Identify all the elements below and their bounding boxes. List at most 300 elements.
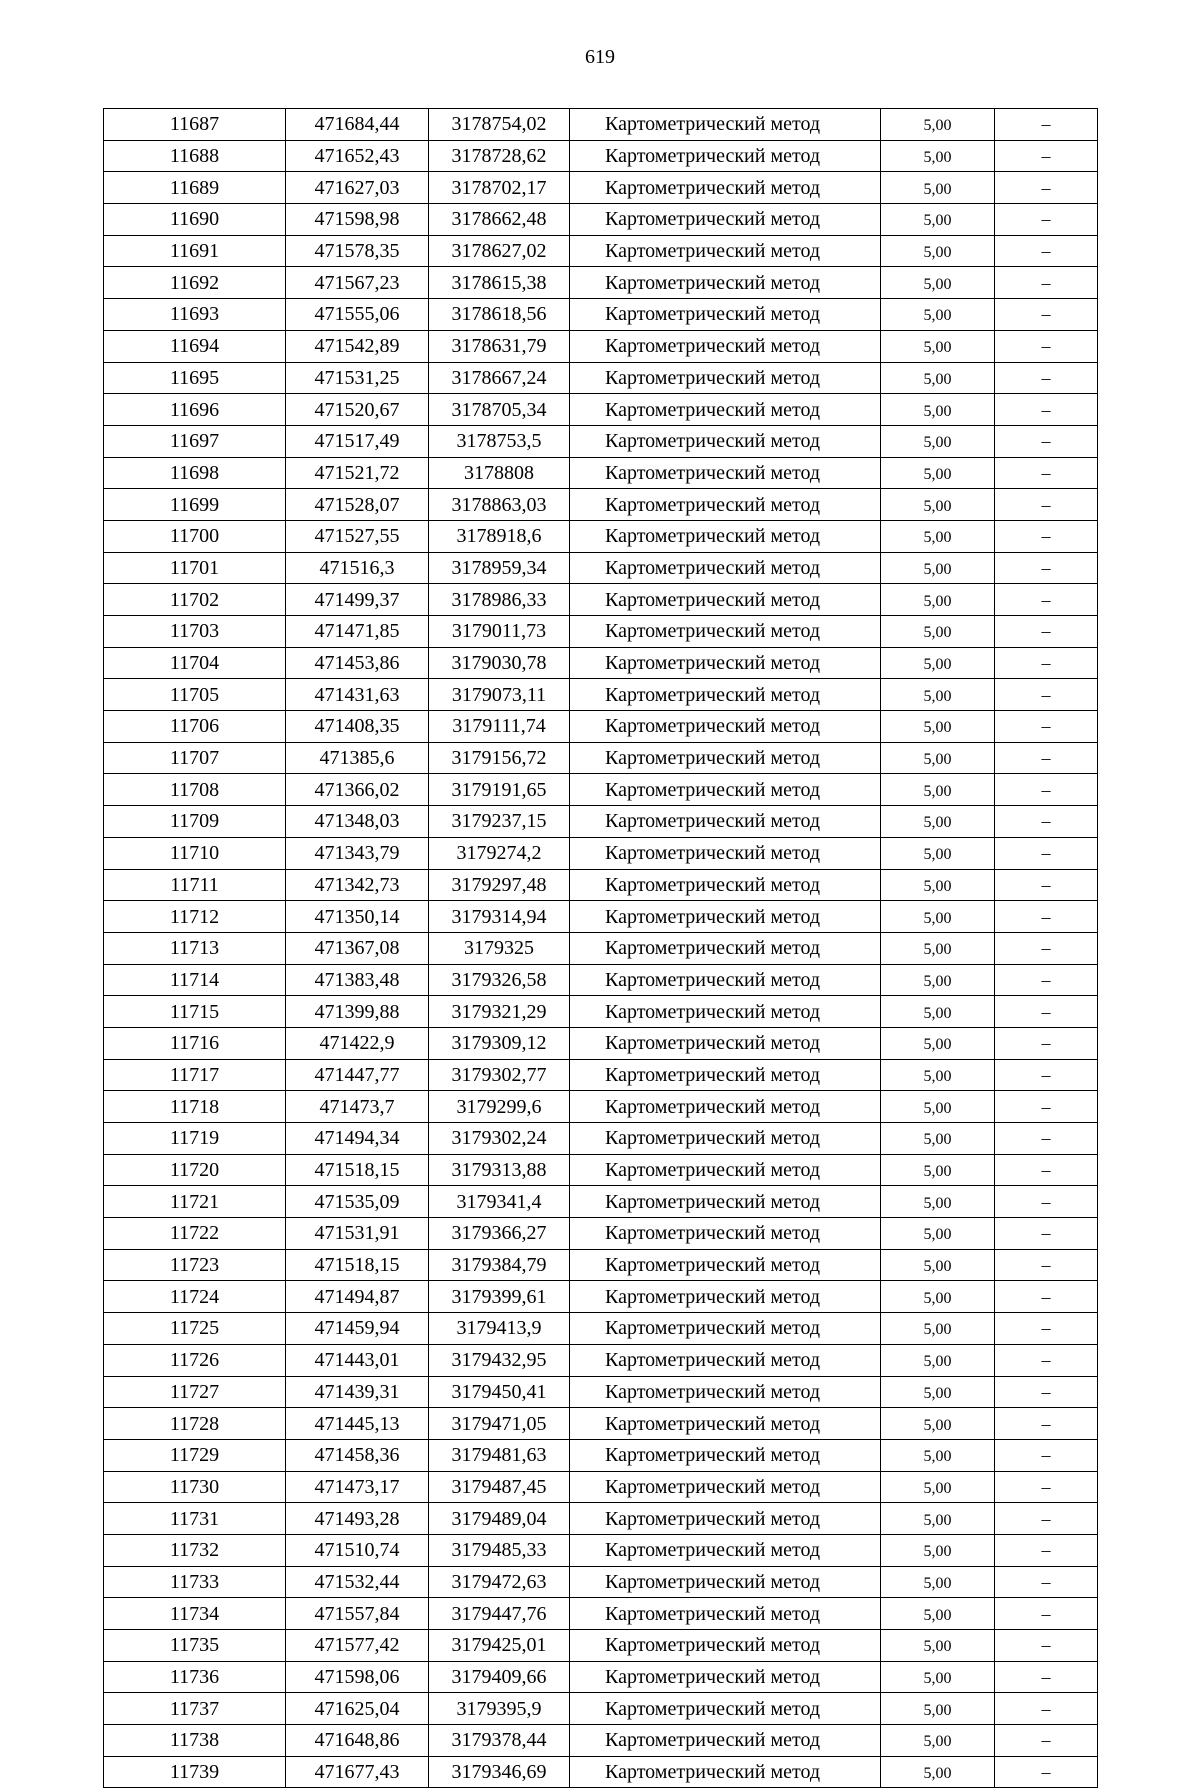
note-cell: –	[995, 901, 1098, 933]
y-coordinate-cell: 3178631,79	[429, 330, 570, 362]
point-number-cell: 11689	[104, 172, 286, 204]
point-number-cell: 11739	[104, 1756, 286, 1788]
accuracy-cell: 5,00	[881, 901, 995, 933]
note-cell: –	[995, 1534, 1098, 1566]
table-row	[104, 647, 1098, 679]
accuracy-cell: 5,00	[881, 806, 995, 838]
accuracy-cell: 5,00	[881, 235, 995, 267]
point-number-cell: 11725	[104, 1313, 286, 1345]
note-cell: –	[995, 647, 1098, 679]
point-number-cell: 11731	[104, 1503, 286, 1535]
table-row	[104, 964, 1098, 996]
y-coordinate-cell: 3178618,56	[429, 299, 570, 331]
table-row	[104, 806, 1098, 838]
method-cell: Картометрический метод	[570, 1123, 881, 1155]
table-row	[104, 742, 1098, 774]
accuracy-cell: 5,00	[881, 1439, 995, 1471]
accuracy-cell: 5,00	[881, 711, 995, 743]
method-cell: Картометрический метод	[570, 1439, 881, 1471]
y-coordinate-cell: 3179030,78	[429, 647, 570, 679]
point-number-cell: 11733	[104, 1566, 286, 1598]
y-coordinate-cell: 3179432,95	[429, 1344, 570, 1376]
note-cell: –	[995, 964, 1098, 996]
note-cell: –	[995, 520, 1098, 552]
point-number-cell: 11705	[104, 679, 286, 711]
y-coordinate-cell: 3178627,02	[429, 235, 570, 267]
y-coordinate-cell: 3179297,48	[429, 869, 570, 901]
table-row	[104, 1027, 1098, 1059]
y-coordinate-cell: 3179395,9	[429, 1693, 570, 1725]
point-number-cell: 11732	[104, 1534, 286, 1566]
method-cell: Картометрический метод	[570, 362, 881, 394]
table-row	[104, 267, 1098, 299]
note-cell: –	[995, 679, 1098, 711]
note-cell: –	[995, 1091, 1098, 1123]
method-cell: Картометрический метод	[570, 172, 881, 204]
y-coordinate-cell: 3179425,01	[429, 1630, 570, 1662]
table-row	[104, 330, 1098, 362]
method-cell: Картометрический метод	[570, 1344, 881, 1376]
point-number-cell: 11711	[104, 869, 286, 901]
point-number-cell: 11723	[104, 1249, 286, 1281]
note-cell: –	[995, 837, 1098, 869]
accuracy-cell: 5,00	[881, 774, 995, 806]
accuracy-cell: 5,00	[881, 1059, 995, 1091]
accuracy-cell: 5,00	[881, 1471, 995, 1503]
point-number-cell: 11737	[104, 1693, 286, 1725]
point-number-cell: 11701	[104, 552, 286, 584]
table-row	[104, 1059, 1098, 1091]
note-cell: –	[995, 140, 1098, 172]
note-cell: –	[995, 204, 1098, 236]
method-cell: Картометрический метод	[570, 742, 881, 774]
table-row	[104, 711, 1098, 743]
point-number-cell: 11708	[104, 774, 286, 806]
note-cell: –	[995, 1059, 1098, 1091]
accuracy-cell: 5,00	[881, 267, 995, 299]
x-coordinate-cell: 471348,03	[286, 806, 429, 838]
x-coordinate-cell: 471422,9	[286, 1027, 429, 1059]
x-coordinate-cell: 471517,49	[286, 425, 429, 457]
note-cell: –	[995, 394, 1098, 426]
table-row	[104, 996, 1098, 1028]
y-coordinate-cell: 3179489,04	[429, 1503, 570, 1535]
y-coordinate-cell: 3179384,79	[429, 1249, 570, 1281]
note-cell: –	[995, 1376, 1098, 1408]
x-coordinate-cell: 471577,42	[286, 1630, 429, 1662]
method-cell: Картометрический метод	[570, 1566, 881, 1598]
note-cell: –	[995, 869, 1098, 901]
y-coordinate-cell: 3178615,38	[429, 267, 570, 299]
accuracy-cell: 5,00	[881, 1313, 995, 1345]
note-cell: –	[995, 267, 1098, 299]
table-row	[104, 679, 1098, 711]
x-coordinate-cell: 471520,67	[286, 394, 429, 426]
table-row	[104, 869, 1098, 901]
accuracy-cell: 5,00	[881, 1027, 995, 1059]
point-number-cell: 11730	[104, 1471, 286, 1503]
point-number-cell: 11704	[104, 647, 286, 679]
y-coordinate-cell: 3179274,2	[429, 837, 570, 869]
point-number-cell: 11710	[104, 837, 286, 869]
note-cell: –	[995, 1249, 1098, 1281]
accuracy-cell: 5,00	[881, 1249, 995, 1281]
accuracy-cell: 5,00	[881, 1756, 995, 1788]
method-cell: Картометрический метод	[570, 869, 881, 901]
method-cell: Картометрический метод	[570, 616, 881, 648]
accuracy-cell: 5,00	[881, 616, 995, 648]
accuracy-cell: 5,00	[881, 584, 995, 616]
method-cell: Картометрический метод	[570, 1059, 881, 1091]
table-row	[104, 837, 1098, 869]
y-coordinate-cell: 3178753,5	[429, 425, 570, 457]
method-cell: Картометрический метод	[570, 584, 881, 616]
x-coordinate-cell: 471684,44	[286, 109, 429, 141]
point-number-cell: 11706	[104, 711, 286, 743]
table-row	[104, 299, 1098, 331]
x-coordinate-cell: 471532,44	[286, 1566, 429, 1598]
x-coordinate-cell: 471528,07	[286, 489, 429, 521]
y-coordinate-cell: 3179346,69	[429, 1756, 570, 1788]
y-coordinate-cell: 3179378,44	[429, 1725, 570, 1757]
x-coordinate-cell: 471431,63	[286, 679, 429, 711]
y-coordinate-cell: 3179366,27	[429, 1218, 570, 1250]
table-row	[104, 394, 1098, 426]
table-row	[104, 1249, 1098, 1281]
point-number-cell: 11721	[104, 1186, 286, 1218]
y-coordinate-cell: 3178918,6	[429, 520, 570, 552]
y-coordinate-cell: 3179487,45	[429, 1471, 570, 1503]
accuracy-cell: 5,00	[881, 109, 995, 141]
table-row	[104, 520, 1098, 552]
point-number-cell: 11696	[104, 394, 286, 426]
note-cell: –	[995, 299, 1098, 331]
y-coordinate-cell: 3179341,4	[429, 1186, 570, 1218]
note-cell: –	[995, 1566, 1098, 1598]
table-row	[104, 1630, 1098, 1662]
table-row	[104, 616, 1098, 648]
x-coordinate-cell: 471471,85	[286, 616, 429, 648]
table-row	[104, 1186, 1098, 1218]
accuracy-cell: 5,00	[881, 425, 995, 457]
point-number-cell: 11688	[104, 140, 286, 172]
y-coordinate-cell: 3178808	[429, 457, 570, 489]
accuracy-cell: 5,00	[881, 1376, 995, 1408]
x-coordinate-cell: 471459,94	[286, 1313, 429, 1345]
point-number-cell: 11699	[104, 489, 286, 521]
method-cell: Картометрический метод	[570, 711, 881, 743]
accuracy-cell: 5,00	[881, 1725, 995, 1757]
point-number-cell: 11722	[104, 1218, 286, 1250]
table-row	[104, 584, 1098, 616]
point-number-cell: 11729	[104, 1439, 286, 1471]
method-cell: Картометрический метод	[570, 1249, 881, 1281]
point-number-cell: 11724	[104, 1281, 286, 1313]
note-cell: –	[995, 1630, 1098, 1662]
x-coordinate-cell: 471531,91	[286, 1218, 429, 1250]
x-coordinate-cell: 471447,77	[286, 1059, 429, 1091]
note-cell: –	[995, 1344, 1098, 1376]
note-cell: –	[995, 1725, 1098, 1757]
note-cell: –	[995, 932, 1098, 964]
method-cell: Картометрический метод	[570, 1376, 881, 1408]
accuracy-cell: 5,00	[881, 1186, 995, 1218]
x-coordinate-cell: 471627,03	[286, 172, 429, 204]
x-coordinate-cell: 471493,28	[286, 1503, 429, 1535]
x-coordinate-cell: 471473,17	[286, 1471, 429, 1503]
method-cell: Картометрический метод	[570, 964, 881, 996]
method-cell: Картометрический метод	[570, 1756, 881, 1788]
note-cell: –	[995, 1154, 1098, 1186]
method-cell: Картометрический метод	[570, 679, 881, 711]
point-number-cell: 11736	[104, 1661, 286, 1693]
x-coordinate-cell: 471350,14	[286, 901, 429, 933]
coordinates-table	[103, 108, 1098, 1788]
method-cell: Картометрический метод	[570, 204, 881, 236]
method-cell: Картометрический метод	[570, 330, 881, 362]
note-cell: –	[995, 1408, 1098, 1440]
x-coordinate-cell: 471677,43	[286, 1756, 429, 1788]
note-cell: –	[995, 774, 1098, 806]
y-coordinate-cell: 3179191,65	[429, 774, 570, 806]
accuracy-cell: 5,00	[881, 489, 995, 521]
point-number-cell: 11719	[104, 1123, 286, 1155]
method-cell: Картометрический метод	[570, 425, 881, 457]
table-row	[104, 1376, 1098, 1408]
method-cell: Картометрический метод	[570, 1091, 881, 1123]
x-coordinate-cell: 471494,87	[286, 1281, 429, 1313]
note-cell: –	[995, 1186, 1098, 1218]
accuracy-cell: 5,00	[881, 1408, 995, 1440]
table-row	[104, 1725, 1098, 1757]
method-cell: Картометрический метод	[570, 1534, 881, 1566]
y-coordinate-cell: 3179073,11	[429, 679, 570, 711]
note-cell: –	[995, 1693, 1098, 1725]
x-coordinate-cell: 471445,13	[286, 1408, 429, 1440]
table-row	[104, 1123, 1098, 1155]
table-row	[104, 172, 1098, 204]
point-number-cell: 11694	[104, 330, 286, 362]
note-cell: –	[995, 1439, 1098, 1471]
note-cell: –	[995, 1313, 1098, 1345]
x-coordinate-cell: 471385,6	[286, 742, 429, 774]
y-coordinate-cell: 3179485,33	[429, 1534, 570, 1566]
point-number-cell: 11700	[104, 520, 286, 552]
x-coordinate-cell: 471458,36	[286, 1439, 429, 1471]
note-cell: –	[995, 584, 1098, 616]
table-row	[104, 457, 1098, 489]
accuracy-cell: 5,00	[881, 1503, 995, 1535]
method-cell: Картометрический метод	[570, 647, 881, 679]
x-coordinate-cell: 471439,31	[286, 1376, 429, 1408]
x-coordinate-cell: 471625,04	[286, 1693, 429, 1725]
note-cell: –	[995, 1756, 1098, 1788]
x-coordinate-cell: 471557,84	[286, 1598, 429, 1630]
y-coordinate-cell: 3179011,73	[429, 616, 570, 648]
accuracy-cell: 5,00	[881, 204, 995, 236]
accuracy-cell: 5,00	[881, 362, 995, 394]
table-row	[104, 1408, 1098, 1440]
table-row	[104, 235, 1098, 267]
y-coordinate-cell: 3179302,24	[429, 1123, 570, 1155]
table-row	[104, 1534, 1098, 1566]
table-row	[104, 932, 1098, 964]
table-row	[104, 425, 1098, 457]
point-number-cell: 11690	[104, 204, 286, 236]
table-row	[104, 774, 1098, 806]
table-row	[104, 109, 1098, 141]
table-row	[104, 1439, 1098, 1471]
table-row	[104, 1313, 1098, 1345]
note-cell: –	[995, 235, 1098, 267]
method-cell: Картометрический метод	[570, 1598, 881, 1630]
coordinates-table-body	[104, 109, 1098, 1788]
point-number-cell: 11727	[104, 1376, 286, 1408]
accuracy-cell: 5,00	[881, 964, 995, 996]
note-cell: –	[995, 1218, 1098, 1250]
point-number-cell: 11735	[104, 1630, 286, 1662]
method-cell: Картометрический метод	[570, 1027, 881, 1059]
method-cell: Картометрический метод	[570, 806, 881, 838]
point-number-cell: 11695	[104, 362, 286, 394]
point-number-cell: 11709	[104, 806, 286, 838]
accuracy-cell: 5,00	[881, 330, 995, 362]
table-row	[104, 362, 1098, 394]
y-coordinate-cell: 3179399,61	[429, 1281, 570, 1313]
point-number-cell: 11687	[104, 109, 286, 141]
x-coordinate-cell: 471535,09	[286, 1186, 429, 1218]
table-row	[104, 1154, 1098, 1186]
note-cell: –	[995, 996, 1098, 1028]
method-cell: Картометрический метод	[570, 140, 881, 172]
note-cell: –	[995, 425, 1098, 457]
table-row	[104, 1566, 1098, 1598]
method-cell: Картометрический метод	[570, 1154, 881, 1186]
accuracy-cell: 5,00	[881, 742, 995, 774]
table-row	[104, 1281, 1098, 1313]
method-cell: Картометрический метод	[570, 299, 881, 331]
x-coordinate-cell: 471518,15	[286, 1249, 429, 1281]
x-coordinate-cell: 471399,88	[286, 996, 429, 1028]
x-coordinate-cell: 471652,43	[286, 140, 429, 172]
method-cell: Картометрический метод	[570, 1218, 881, 1250]
note-cell: –	[995, 1027, 1098, 1059]
point-number-cell: 11726	[104, 1344, 286, 1376]
accuracy-cell: 5,00	[881, 1281, 995, 1313]
accuracy-cell: 5,00	[881, 1661, 995, 1693]
accuracy-cell: 5,00	[881, 996, 995, 1028]
note-cell: –	[995, 489, 1098, 521]
y-coordinate-cell: 3179472,63	[429, 1566, 570, 1598]
x-coordinate-cell: 471366,02	[286, 774, 429, 806]
point-number-cell: 11715	[104, 996, 286, 1028]
note-cell: –	[995, 711, 1098, 743]
x-coordinate-cell: 471542,89	[286, 330, 429, 362]
method-cell: Картометрический метод	[570, 1693, 881, 1725]
x-coordinate-cell: 471531,25	[286, 362, 429, 394]
y-coordinate-cell: 3178863,03	[429, 489, 570, 521]
note-cell: –	[995, 616, 1098, 648]
point-number-cell: 11702	[104, 584, 286, 616]
point-number-cell: 11712	[104, 901, 286, 933]
x-coordinate-cell: 471383,48	[286, 964, 429, 996]
method-cell: Картометрический метод	[570, 1471, 881, 1503]
method-cell: Картометрический метод	[570, 1725, 881, 1757]
method-cell: Картометрический метод	[570, 394, 881, 426]
accuracy-cell: 5,00	[881, 1344, 995, 1376]
accuracy-cell: 5,00	[881, 647, 995, 679]
method-cell: Картометрический метод	[570, 1503, 881, 1535]
x-coordinate-cell: 471521,72	[286, 457, 429, 489]
y-coordinate-cell: 3179326,58	[429, 964, 570, 996]
note-cell: –	[995, 806, 1098, 838]
x-coordinate-cell: 471555,06	[286, 299, 429, 331]
y-coordinate-cell: 3179313,88	[429, 1154, 570, 1186]
note-cell: –	[995, 1471, 1098, 1503]
method-cell: Картометрический метод	[570, 552, 881, 584]
table-row	[104, 1471, 1098, 1503]
point-number-cell: 11698	[104, 457, 286, 489]
x-coordinate-cell: 471343,79	[286, 837, 429, 869]
point-number-cell: 11697	[104, 425, 286, 457]
note-cell: –	[995, 1503, 1098, 1535]
x-coordinate-cell: 471648,86	[286, 1725, 429, 1757]
x-coordinate-cell: 471567,23	[286, 267, 429, 299]
note-cell: –	[995, 172, 1098, 204]
y-coordinate-cell: 3179309,12	[429, 1027, 570, 1059]
method-cell: Картометрический метод	[570, 520, 881, 552]
y-coordinate-cell: 3178986,33	[429, 584, 570, 616]
method-cell: Картометрический метод	[570, 837, 881, 869]
y-coordinate-cell: 3179156,72	[429, 742, 570, 774]
x-coordinate-cell: 471443,01	[286, 1344, 429, 1376]
accuracy-cell: 5,00	[881, 679, 995, 711]
accuracy-cell: 5,00	[881, 1693, 995, 1725]
accuracy-cell: 5,00	[881, 1566, 995, 1598]
x-coordinate-cell: 471510,74	[286, 1534, 429, 1566]
table-row	[104, 901, 1098, 933]
point-number-cell: 11703	[104, 616, 286, 648]
y-coordinate-cell: 3179450,41	[429, 1376, 570, 1408]
note-cell: –	[995, 1281, 1098, 1313]
note-cell: –	[995, 1661, 1098, 1693]
method-cell: Картометрический метод	[570, 1408, 881, 1440]
note-cell: –	[995, 1123, 1098, 1155]
x-coordinate-cell: 471516,3	[286, 552, 429, 584]
point-number-cell: 11718	[104, 1091, 286, 1123]
point-number-cell: 11734	[104, 1598, 286, 1630]
table-row	[104, 140, 1098, 172]
method-cell: Картометрический метод	[570, 901, 881, 933]
x-coordinate-cell: 471518,15	[286, 1154, 429, 1186]
accuracy-cell: 5,00	[881, 1218, 995, 1250]
y-coordinate-cell: 3179299,6	[429, 1091, 570, 1123]
page-number: 619	[585, 46, 615, 68]
table-row	[104, 552, 1098, 584]
y-coordinate-cell: 3178702,17	[429, 172, 570, 204]
y-coordinate-cell: 3179413,9	[429, 1313, 570, 1345]
method-cell: Картометрический метод	[570, 996, 881, 1028]
table-row	[104, 1091, 1098, 1123]
x-coordinate-cell: 471598,98	[286, 204, 429, 236]
x-coordinate-cell: 471499,37	[286, 584, 429, 616]
x-coordinate-cell: 471453,86	[286, 647, 429, 679]
accuracy-cell: 5,00	[881, 457, 995, 489]
accuracy-cell: 5,00	[881, 299, 995, 331]
point-number-cell: 11716	[104, 1027, 286, 1059]
method-cell: Картометрический метод	[570, 1630, 881, 1662]
method-cell: Картометрический метод	[570, 1186, 881, 1218]
